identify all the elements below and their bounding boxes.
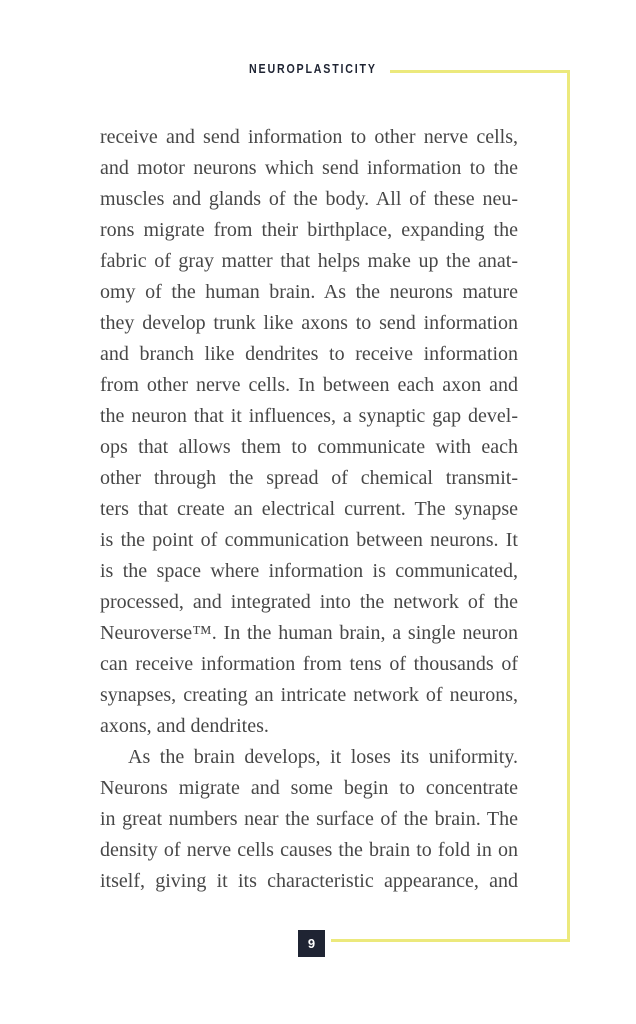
text-line: is the space where information is communicated, xyxy=(100,560,518,582)
text-line: can receive information from tens of thousands of xyxy=(100,653,518,675)
text-line: ters that create an electrical current. The synapse xyxy=(100,498,518,520)
text-line: axons, and dendrites. xyxy=(100,715,269,737)
text-line: rons migrate from their birthplace, expanding the xyxy=(100,219,518,241)
text-line: processed, and integrated into the network of the xyxy=(100,591,518,613)
text-line: itself, giving it its characteristic appearance, and xyxy=(100,870,518,892)
text-line: other through the spread of chemical transmit- xyxy=(100,467,518,489)
accent-rule-bottom xyxy=(331,939,570,942)
body-text xyxy=(100,122,518,897)
text-line: omy of the human brain. As the neurons mature xyxy=(100,281,518,303)
text-line: density of nerve cells causes the brain to fold in on xyxy=(100,839,518,861)
text-line: fabric of gray matter that helps make up the anat- xyxy=(100,250,518,272)
text-line: in great numbers near the surface of the brain. The xyxy=(100,808,518,830)
text-line: receive and send information to other nerve cells, xyxy=(100,126,518,148)
text-line: and branch like dendrites to receive information xyxy=(100,343,518,365)
page-number: 9 xyxy=(307,936,316,951)
paragraph xyxy=(100,742,518,897)
text-line: ops that allows them to communicate with each xyxy=(100,436,518,458)
text-line: from other nerve cells. In between each axon and xyxy=(100,374,518,396)
text-line: is the point of communication between neurons. It xyxy=(100,529,518,551)
running-header-title: NEUROPLASTICITY xyxy=(249,61,377,76)
text-line: Neuroverse™. In the human brain, a single neuron xyxy=(100,622,518,644)
text-line: muscles and glands of the body. All of these neu- xyxy=(100,188,518,210)
text-line: synapses, creating an intricate network of neurons, xyxy=(100,684,518,706)
text-line: As the brain develops, it loses its uniformity. xyxy=(128,746,518,768)
page-number-badge xyxy=(298,930,325,957)
accent-rule-top xyxy=(390,70,570,73)
paragraph xyxy=(100,122,518,742)
text-line: they develop trunk like axons to send information xyxy=(100,312,518,334)
text-line: the neuron that it influences, a synaptic gap devel- xyxy=(100,405,518,427)
text-line: Neurons migrate and some begin to concentrate xyxy=(100,777,518,799)
accent-rule-right xyxy=(567,70,570,942)
text-line: and motor neurons which send information to the xyxy=(100,157,518,179)
